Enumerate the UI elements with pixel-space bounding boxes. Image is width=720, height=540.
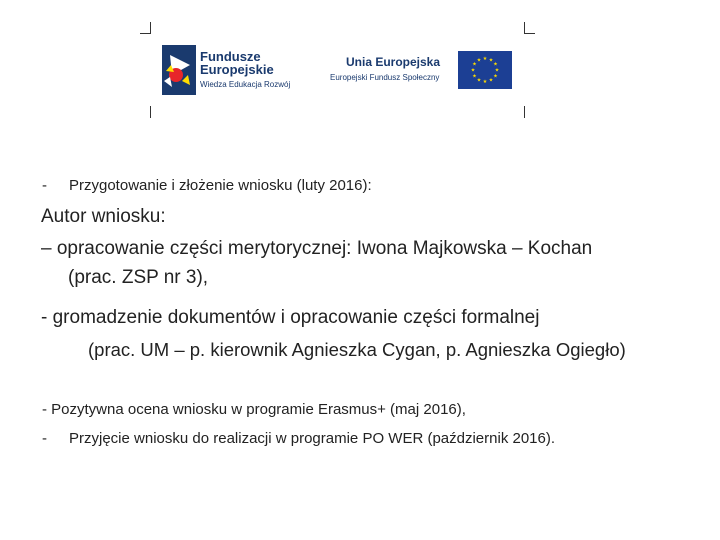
svg-text:★: ★ bbox=[493, 73, 498, 80]
logo-banner bbox=[0, 0, 720, 130]
ocena-line: - Pozytywna ocena wniosku w programie Erasmus+ (maj 2016), bbox=[42, 401, 466, 418]
author-line-merytoryczna: – opracowanie części merytorycznej: Iwona Majkowska – Kochan bbox=[41, 238, 593, 259]
ue-title: Unia Europejska bbox=[346, 55, 441, 69]
svg-text:★: ★ bbox=[470, 67, 476, 74]
fundusze-europejskie-logo-icon bbox=[162, 44, 202, 96]
crop-mark-top-left-h bbox=[140, 33, 150, 34]
line1-text: Przygotowanie i złożenie wniosku (luty 2016): bbox=[69, 177, 372, 194]
svg-text:★: ★ bbox=[472, 61, 477, 68]
crop-mark-top-right-h bbox=[525, 33, 535, 34]
author-line-um: (prac. UM – p. kierownik Agnieszka Cygan, p. Agnieszka Ogiegło) bbox=[88, 339, 626, 360]
line8-text: Przyjęcie wniosku do realizacji w programie PO WER (październik 2016). bbox=[69, 430, 556, 447]
fe-name bbox=[200, 50, 274, 76]
fe-subtitle: Wiedza Edukacja Rozwój bbox=[200, 80, 291, 89]
svg-text:★: ★ bbox=[488, 77, 494, 84]
svg-text:★: ★ bbox=[482, 56, 488, 62]
svg-text:★: ★ bbox=[476, 57, 482, 64]
svg-text:★: ★ bbox=[472, 73, 477, 80]
crop-mark-top-left bbox=[150, 22, 151, 34]
svg-text:★: ★ bbox=[494, 67, 500, 74]
eu-flag-icon bbox=[458, 51, 512, 89]
crop-mark-bottom-right bbox=[524, 106, 525, 118]
bullet-dash: - bbox=[42, 177, 47, 194]
fe-name-line1: Fundusze bbox=[200, 49, 261, 64]
author-heading: Autor wniosku: bbox=[41, 206, 166, 227]
author-line-zsp: (prac. ZSP nr 3), bbox=[68, 267, 209, 288]
bullet-dash: - bbox=[42, 430, 47, 447]
svg-text:★: ★ bbox=[493, 61, 498, 68]
ue-subtitle: Europejski Fundusz Społeczny bbox=[330, 73, 440, 82]
author-line-formalna: - gromadzenie dokumentów i opracowanie części formalnej bbox=[41, 307, 540, 328]
fe-name-line2: Europejskie bbox=[200, 62, 274, 77]
svg-text:★: ★ bbox=[482, 79, 488, 85]
bullet-line-8 bbox=[42, 430, 556, 447]
bullet-line-1 bbox=[42, 177, 372, 194]
crop-mark-bottom-left bbox=[150, 106, 151, 118]
svg-text:★: ★ bbox=[476, 77, 482, 84]
svg-text:★: ★ bbox=[488, 57, 494, 64]
